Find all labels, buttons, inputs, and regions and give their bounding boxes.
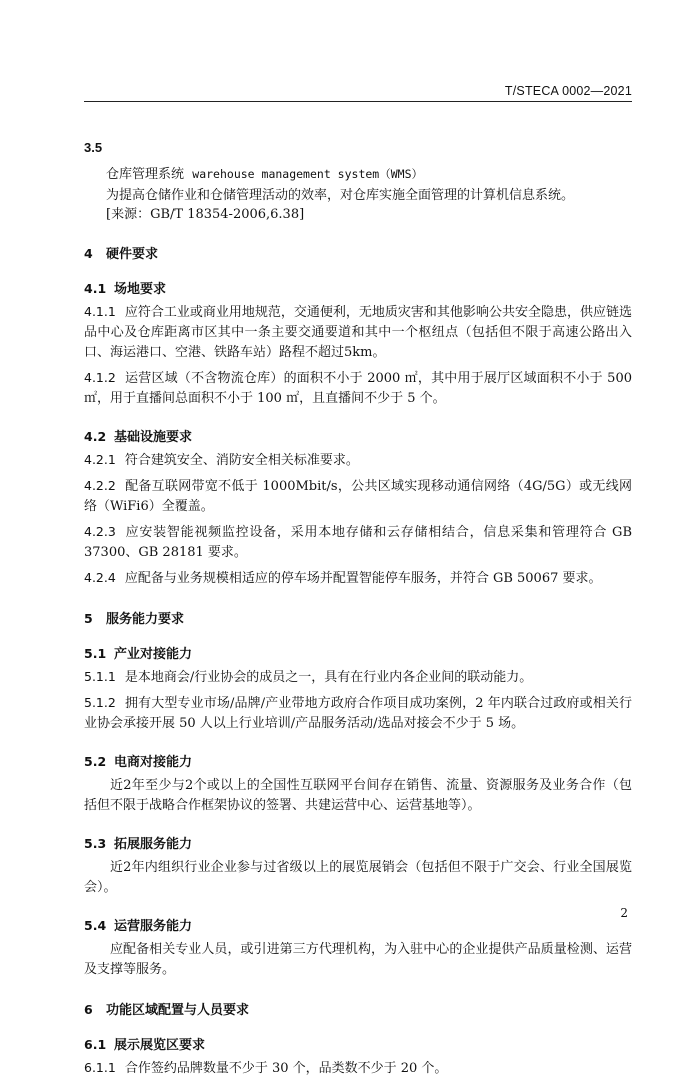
clause-6-1-1: 6.1.1 合作签约品牌数量不少于 30 个，品类数不少于 20 个。 [84, 1060, 448, 1076]
term-chinese: 仓库管理系统 [106, 167, 185, 182]
header-rule [84, 101, 632, 102]
page-number: 2 [620, 906, 628, 920]
clause-5-1-1: 5.1.1 是本地商会/行业协会的成员之一，具有在行业内各企业间的联动能力。 [84, 669, 533, 685]
heading-6: 6 功能区域配置与人员要求 [84, 1002, 250, 1018]
heading-4-1: 4.1 场地要求 [84, 281, 167, 297]
term-source: [来源：GB/T 18354-2006,6.38] [106, 207, 305, 222]
heading-5-3: 5.3 拓展服务能力 [84, 836, 193, 852]
term-definition: 为提高仓储作业和仓储管理活动的效率，对仓库实施全面管理的计算机信息系统。 [106, 188, 575, 203]
clause-5-1-2: 5.1.2 拥有大型专业市场/品牌/产业带地方政府合作项目成功案例，2 年内联合过政府或相关行业协会承接开展 50 人以上行业培训/产品服务活动/选品对接会不少于 5 场。 [84, 695, 632, 731]
clause-4-2-2: 4.2.2 配备互联网带宽不低于 1000Mbit/s，公共区域实现移动通信网络（4G/5G）或无线网络（WiFi6）全覆盖。 [84, 478, 632, 514]
clause-5-4-body: 应配备相关专业人员，或引进第三方代理机构，为入驻中心的企业提供产品质量检测、运营及支撑等服务。 [84, 942, 632, 977]
heading-6-1: 6.1 展示展览区要求 [84, 1037, 206, 1053]
heading-5-4: 5.4 运营服务能力 [84, 918, 193, 934]
term-english: warehouse management system（WMS） [192, 167, 423, 181]
document-id: T/STECA 0002—2021 [504, 84, 632, 98]
clause-4-1-2: 4.1.2 运营区域（不含物流仓库）的面积不小于 2000 ㎡，其中用于展厅区域面积不小于 500 ㎡，用于直播间总面积不小于 100 ㎡，且直播间不少于 5 个。 [84, 370, 632, 406]
heading-4: 4 硬件要求 [84, 246, 159, 262]
clause-4-2-4: 4.2.4 应配备与业务规模相适应的停车场并配置智能停车服务，并符合 GB 50067 要求。 [84, 570, 602, 586]
heading-5-2: 5.2 电商对接能力 [84, 754, 193, 770]
document-body [84, 140, 632, 1079]
clause-number-3-5: 3.5 [84, 140, 103, 155]
term-heading [84, 163, 632, 182]
clause-4-2-3: 4.2.3 应安装智能视频监控设备，采用本地存储和云存储相结合，信息采集和管理符合 GB 37300、GB 28181 要求。 [84, 524, 632, 560]
clause-4-1-1: 4.1.1 应符合工业或商业用地规范，交通便利，无地质灾害和其他影响公共安全隐患，供应链选品中心及仓库距离市区其中一条主要交通要道和其中一个枢纽点（包括但不限于高速公路出入口、海运港口、空港、铁路车站）路程不超过5km。 [84, 304, 632, 360]
clause-4-2-1: 4.2.1 符合建筑安全、消防安全相关标准要求。 [84, 452, 359, 468]
clause-5-2-body: 近2年至少与2个或以上的全国性互联网平台间存在销售、流量、资源服务及业务合作（包括但不限于战略合作框架协议的签署、共建运营中心、运营基地等）。 [84, 778, 632, 813]
heading-5-1: 5.1 产业对接能力 [84, 646, 193, 662]
heading-4-2: 4.2 基础设施要求 [84, 429, 193, 445]
heading-5: 5 服务能力要求 [84, 611, 185, 627]
clause-5-3-body: 近2年内组织行业企业参与过省级以上的展览展销会（包括但不限于广交会、行业全国展览会）。 [84, 860, 632, 895]
